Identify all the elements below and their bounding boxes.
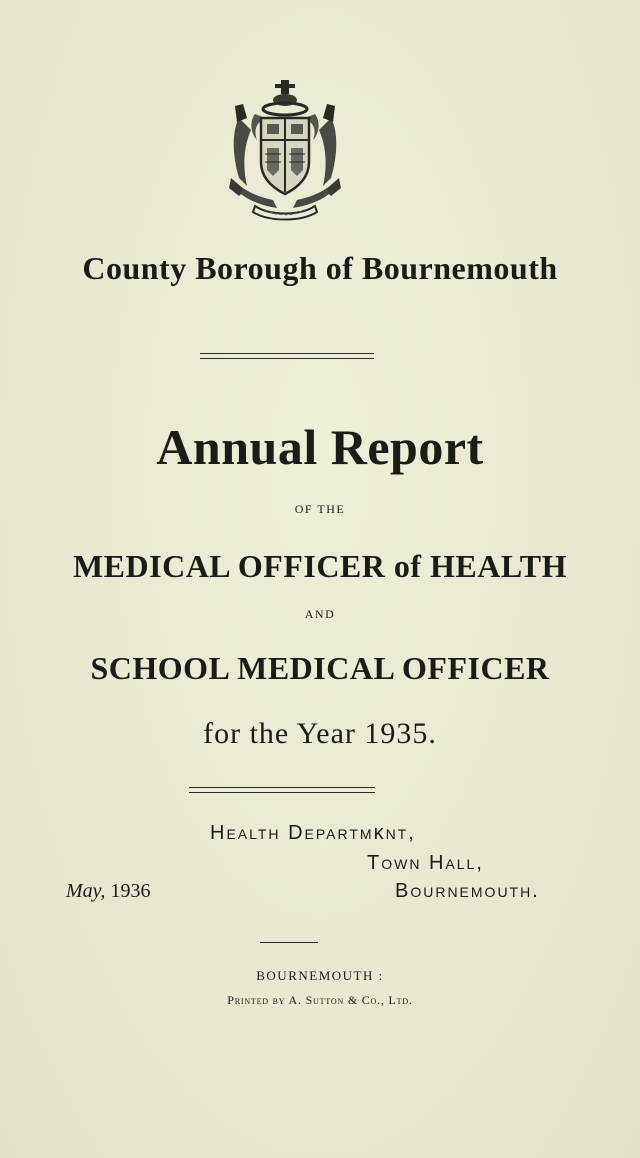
address-department: Health Departmĸnt, [210,822,416,844]
office-medical-officer-of-health: MEDICAL OFFICER of HEALTH [72,548,568,584]
report-title: Annual Report [156,419,484,475]
address-town-hall: Town Hall, [367,852,484,874]
council-name: County Borough of Bournemouth [82,250,558,286]
office-school-medical-officer: SCHOOL MEDICAL OFFICER [90,650,550,686]
printer-place: BOURNEMOUTH : [256,968,384,983]
publication-date [66,880,150,903]
short-rule-divider [260,942,318,943]
coat-of-arms-icon [225,78,345,223]
of-the-label: OF THE [294,502,346,516]
report-year: for the Year 1935. [203,717,437,750]
address-town: Bournemouth. [395,880,540,902]
double-rule-divider [200,353,374,359]
and-label: AND [304,607,336,621]
double-rule-divider [189,787,375,793]
publication-year: 1936 [110,880,151,902]
publication-month: May, [66,880,106,902]
printer-name: Printed by A. Sutton & Co., Ltd. [227,993,413,1007]
